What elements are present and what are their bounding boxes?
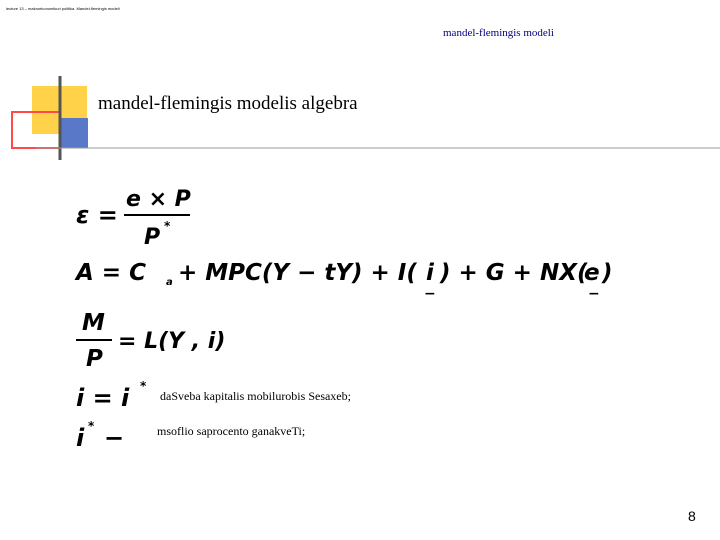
eq2-e: e (584, 260, 600, 286)
eq4: i = i (76, 384, 130, 412)
eq3-denominator: P (86, 346, 103, 372)
formula-block (70, 180, 630, 460)
header-right-title: mandel-flemingis modeli (443, 27, 554, 39)
eq5-sup: * (88, 419, 95, 433)
eq2-part-b: + MPC(Y − tY) + I( (178, 260, 417, 286)
header-left-text: lecture 13 – makroekonomikuri politika. Mandel-flemingis modeli (6, 6, 120, 11)
note-world-interest-rate: msoflio saprocento ganakveTi; (157, 424, 306, 438)
eq1-denominator: P (144, 225, 161, 250)
eq2-part-a: A = C (76, 260, 146, 286)
eq1-lhs: ε = (76, 201, 118, 229)
slide-title: mandel-flemingis modelis algebra (98, 93, 358, 114)
eq5: i (76, 424, 85, 452)
eq2-part-c: ) + G + NX( (440, 260, 588, 286)
eq2-minus-under-e: − (588, 286, 600, 302)
eq3-numerator: M (82, 310, 105, 336)
eq3-rhs: = L(Y , i) (118, 329, 226, 354)
eq5-dash: − (104, 424, 125, 452)
blue-square (60, 118, 88, 148)
eq1-numerator: e × P (126, 187, 191, 212)
note-capital-mobility: daSveba kapitalis mobilurobis Sesaxeb; (160, 389, 351, 403)
eq2-part-d: ) (602, 260, 613, 286)
eq2-minus-under-i: − (424, 286, 436, 302)
eq1-denominator-sup: * (164, 219, 171, 233)
eq2-sub-a: a (166, 277, 173, 288)
eq4-sup: * (140, 379, 147, 393)
eq2-i: i (426, 260, 434, 286)
page-number: 8 (688, 508, 696, 524)
